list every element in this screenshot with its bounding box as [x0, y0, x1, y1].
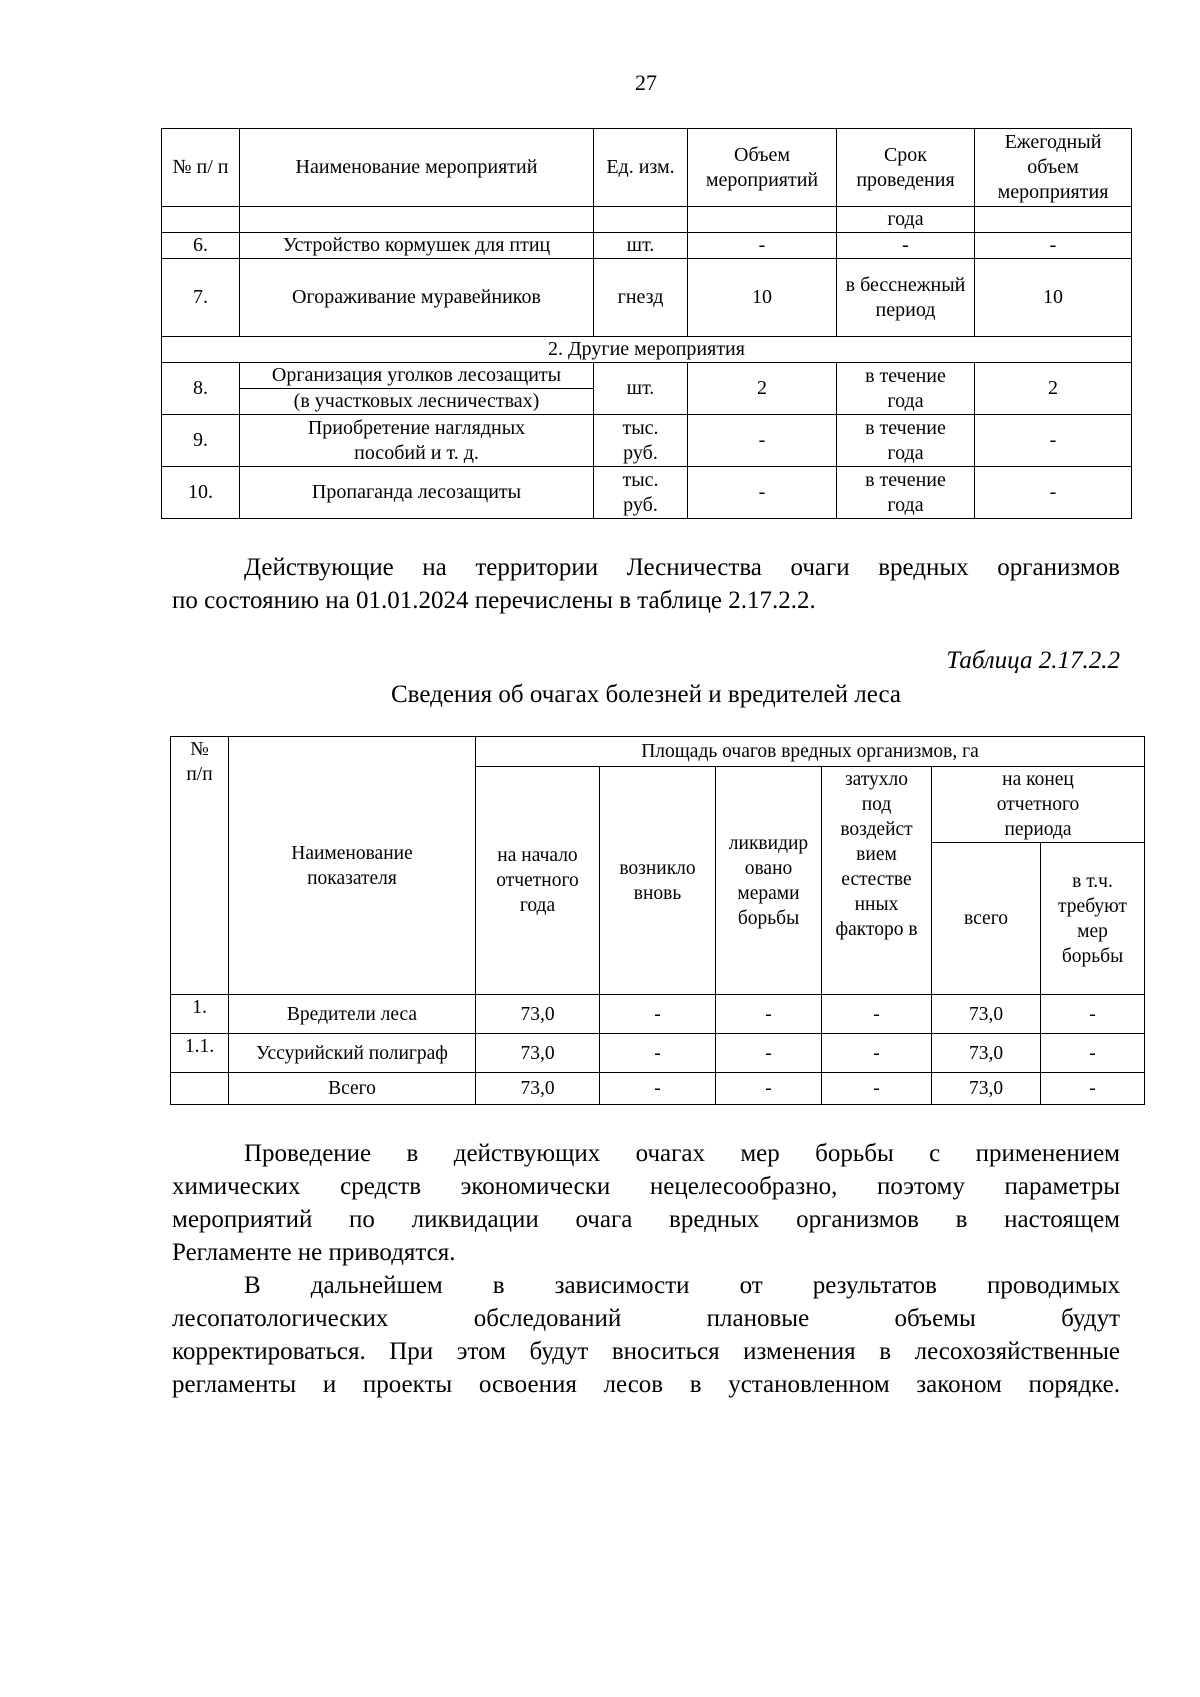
cell-num: 1.	[171, 995, 229, 1034]
cell-natural: -	[822, 1073, 932, 1105]
header-term: Срок проведения	[837, 129, 975, 207]
table-header-row	[171, 737, 1145, 767]
header-num: № п/ п	[162, 129, 240, 207]
cell-new: -	[600, 1073, 716, 1105]
header-new: возникло вновь	[600, 767, 716, 995]
cell-annual: -	[975, 467, 1132, 519]
cell-name: Уссурийский полиграф	[229, 1034, 476, 1073]
cell-num: 7.	[162, 259, 240, 337]
cell-annual: 10	[975, 259, 1132, 337]
cell-natural: -	[822, 1034, 932, 1073]
paragraph-line: Проведение в действующих очагах мер борьбы с применением	[244, 1140, 1120, 1167]
cell-name: Пропаганда лесозащиты	[240, 467, 594, 519]
table-row	[162, 467, 1132, 519]
paragraph-future	[172, 1269, 1120, 1401]
paragraph-measures	[172, 1137, 1120, 1269]
header-end-period: на конец отчетного периода	[932, 767, 1145, 843]
cell-start: 73,0	[476, 1034, 600, 1073]
cell-name-line1: Организация уголков лесозащиты	[240, 363, 594, 389]
cell-liquidated: -	[716, 1034, 822, 1073]
paragraph-line: Регламенте не приводятся.	[172, 1239, 456, 1266]
header-volume: Объем мероприятий	[688, 129, 837, 207]
cell-need: -	[1041, 1073, 1145, 1105]
table-caption: Таблица 2.17.2.2	[946, 647, 1120, 674]
pest-foci-table	[170, 736, 1145, 1105]
header-total: всего	[932, 843, 1041, 995]
cell-start: 73,0	[476, 1073, 600, 1105]
table-row	[162, 415, 1132, 467]
header-need: в т.ч. требуют мер борьбы	[1041, 843, 1145, 995]
header-unit: Ед. изм.	[594, 129, 688, 207]
table-row	[171, 1073, 1145, 1105]
cell-unit: тыс. руб.	[594, 415, 688, 467]
header-start: на начало отчетного года	[476, 767, 600, 995]
table-row	[171, 1034, 1145, 1073]
cell-start: 73,0	[476, 995, 600, 1034]
section-row	[162, 337, 1132, 363]
paragraph-intro	[172, 551, 1120, 617]
table-title: Сведения об очагах болезней и вредителей леса	[391, 681, 901, 708]
table-row	[162, 233, 1132, 259]
paragraph-line: мероприятий по ликвидации очага вредных организмов в настоящем	[172, 1206, 1120, 1233]
cell-name: Огораживание муравейников	[240, 259, 594, 337]
section-title: 2. Другие мероприятия	[162, 337, 1132, 363]
cell-liquidated: -	[716, 1073, 822, 1105]
cell-num: 10.	[162, 467, 240, 519]
table-row	[162, 259, 1132, 337]
cell-annual: -	[975, 415, 1132, 467]
cell-unit: шт.	[594, 233, 688, 259]
cell-volume: 2	[688, 363, 837, 415]
cell-volume: 10	[688, 259, 837, 337]
cell-unit: шт.	[594, 363, 688, 415]
paragraph-line: Действующие на территории Лесничества очаги вредных организмов	[244, 554, 1120, 581]
page-number: 27	[635, 70, 657, 95]
cell-need: -	[1041, 995, 1145, 1034]
cell-total: 73,0	[932, 1073, 1041, 1105]
header-num: № п/п	[171, 737, 229, 995]
cell-total: 73,0	[932, 1034, 1041, 1073]
cell-term: -	[837, 233, 975, 259]
cell-term: в бесснежный период	[837, 259, 975, 337]
cell-volume: -	[688, 467, 837, 519]
cell-name-line2: (в участковых лесничествах)	[240, 389, 594, 415]
header-liquidated: ликвидир овано мерами борьбы	[716, 767, 822, 995]
cell-annual: 2	[975, 363, 1132, 415]
header-name: Наименование мероприятий	[240, 129, 594, 207]
cell-name: Устройство кормушек для птиц	[240, 233, 594, 259]
header-annual: Ежегодный объем мероприятия	[975, 129, 1132, 207]
cell-volume: -	[688, 415, 837, 467]
cell-new: -	[600, 1034, 716, 1073]
cell-term: в течение года	[837, 415, 975, 467]
cell-volume: -	[688, 233, 837, 259]
cell-term: в течение года	[837, 363, 975, 415]
header-name: Наименование показателя	[229, 737, 476, 995]
cell-unit: гнезд	[594, 259, 688, 337]
paragraph-line: химических средств экономически нецелесообразно, поэтому параметры	[172, 1173, 1120, 1200]
paragraph-line: лесопатологических обследований плановые объемы будут	[172, 1305, 1120, 1332]
cell-new: -	[600, 995, 716, 1034]
paragraph-line: В дальнейшем в зависимости от результатов проводимых	[244, 1272, 1120, 1299]
cell-name: Приобретение наглядных пособий и т. д.	[240, 415, 594, 467]
table-row	[162, 363, 1132, 389]
cell-term: в течение года	[837, 467, 975, 519]
activities-table	[161, 128, 1132, 519]
cell-name: Вредители леса	[229, 995, 476, 1034]
cell-num	[171, 1073, 229, 1105]
cell-natural: -	[822, 995, 932, 1034]
cell-liquidated: -	[716, 995, 822, 1034]
cell-num: 9.	[162, 415, 240, 467]
header-area: Площадь очагов вредных организмов, га	[476, 737, 1145, 767]
table-row	[171, 995, 1145, 1034]
paragraph-line: корректироваться. При этом будут вноситься изменения в лесохозяйственные	[172, 1338, 1120, 1365]
cell-annual: -	[975, 233, 1132, 259]
cell-num: 8.	[162, 363, 240, 415]
paragraph-line: регламенты и проекты освоения лесов в установленном законом порядке.	[172, 1371, 1120, 1398]
paragraph-line: по состоянию на 01.01.2024 перечислены в таблице 2.17.2.2.	[172, 587, 816, 614]
table-row	[162, 207, 1132, 233]
cell-total: 73,0	[932, 995, 1041, 1034]
cell-num: 6.	[162, 233, 240, 259]
cell-need: -	[1041, 1034, 1145, 1073]
cell-num: 1.1.	[171, 1034, 229, 1073]
header-term-continuation: года	[837, 207, 975, 233]
cell-unit: тыс. руб.	[594, 467, 688, 519]
table-header-row	[162, 129, 1132, 207]
cell-name: Всего	[229, 1073, 476, 1105]
header-natural: затухло под воздейст вием естестве нных факторо в	[822, 767, 932, 995]
